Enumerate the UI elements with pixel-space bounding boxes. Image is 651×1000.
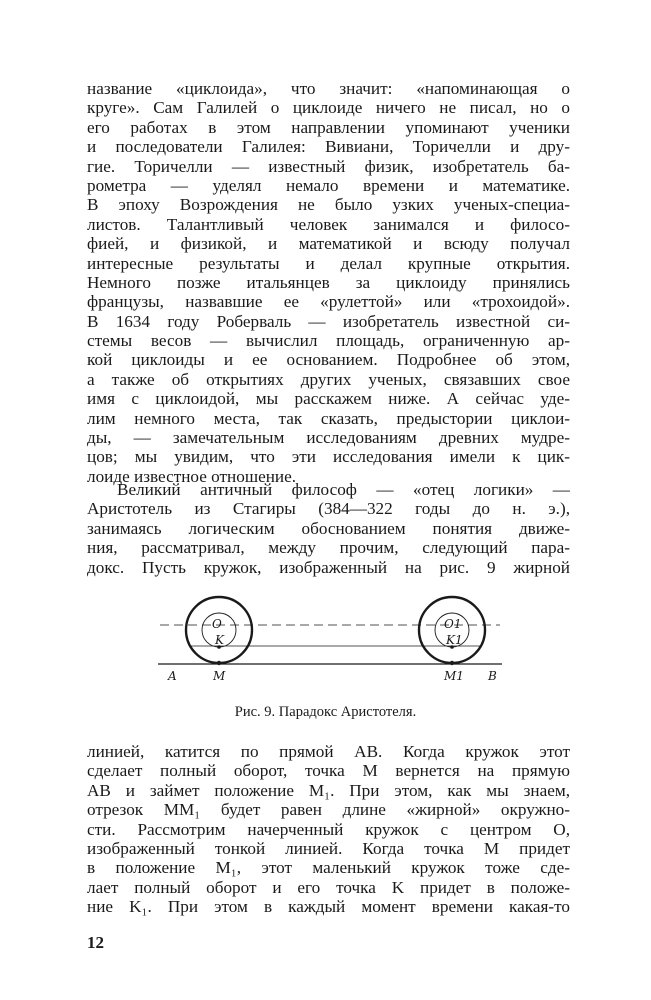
- label-k: K: [215, 633, 224, 647]
- label-m: M: [213, 669, 226, 683]
- text-line: линией, катится по прямой AB. Когда кружок этот: [87, 742, 570, 761]
- text-line: лает полный оборот и его точка K придет в положе-: [87, 877, 570, 897]
- text-line: занимаясь логическим обоснованием понятия движе-: [87, 518, 570, 538]
- label-o1: O1: [444, 617, 462, 631]
- text-line: AB и займет положение M₁. При этом, как мы знаем,: [87, 780, 570, 800]
- paragraph-aristotle: [87, 480, 570, 577]
- text-line: цов; мы увидим, что эти исследования имели к цик-: [87, 447, 570, 467]
- text-line: стемы весов — вычислил площадь, ограниченную ар-: [87, 331, 570, 351]
- page-number: 12: [87, 933, 104, 952]
- text-line: имя с циклоидой, мы расскажем ниже. А сейчас уде-: [87, 389, 570, 409]
- text-line: название «циклоида», что значит: «напоминающая о: [87, 79, 570, 98]
- point-m: [217, 661, 221, 665]
- text-line: В эпоху Возрождения не было узких ученых-специа-: [87, 195, 570, 215]
- text-line: и последователи Галилея: Вивиани, Торичелли и дру-: [87, 137, 570, 157]
- text-line: гие. Торичелли — известный физик, изобретатель ба-: [87, 156, 570, 176]
- label-a: A: [168, 669, 177, 683]
- text-line: кой циклоиды и ее основанием. Подробнее об этом,: [87, 350, 570, 370]
- point-m1: [450, 661, 454, 665]
- text-line: круге». Сам Галилей о циклоиде ничего не писал, но о: [87, 98, 570, 118]
- text-line: докс. Пусть кружок, изображенный на рис. 9 жирной: [87, 557, 570, 577]
- text-line: Аристотель из Стагиры (384—322 годы до н. э.),: [87, 499, 570, 519]
- text-line: отрезок MM₁ будет равен длине «жирной» окружно-: [87, 800, 570, 820]
- paragraph-continued: [87, 79, 570, 486]
- text-line: Немного позже итальянцев за циклоиду принялись: [87, 272, 570, 292]
- text-line: листов. Талантливый человек занимался и филосо-: [87, 214, 570, 234]
- text-line: сделает полный оборот, точка M вернется на прямую: [87, 761, 570, 781]
- label-o: O: [212, 617, 222, 631]
- text-line: в положение M₁, этот маленький кружок тоже сде-: [87, 858, 570, 878]
- text-line: ние K₁. При этом в каждый момент времени какая-то: [87, 897, 570, 917]
- text-line: лоиде известное отношение.: [87, 466, 297, 486]
- paragraph-explanation: [87, 742, 570, 917]
- figure-caption: Рис. 9. Парадокс Аристотеля.: [234, 704, 417, 720]
- label-m1: M1: [444, 669, 464, 683]
- label-b: B: [488, 669, 497, 683]
- text-line: лим немного места, так сказать, предыстории циклои-: [87, 408, 570, 428]
- text-line: его работах в этом направлении упоминают ученики: [87, 117, 570, 137]
- text-line: фией, и физикой, и математикой и всюду получал: [87, 234, 570, 254]
- aristotle-wheel-figure: [150, 588, 510, 688]
- text-line: В 1634 году Роберваль — изобретатель известной си-: [87, 311, 570, 331]
- text-line: Великий античный философ — «отец логики» —: [117, 480, 570, 499]
- text-line: а также об открытиях других ученых, связавших свое: [87, 369, 570, 389]
- text-line: изображенный тонкой линией. Когда точка M придет: [87, 838, 570, 858]
- text-line: рометра — уделял немало времени и математике.: [87, 175, 570, 195]
- text-line: ды, — замечательным исследованиям древних мудре-: [87, 428, 570, 448]
- text-line: сти. Рассмотрим начерченный кружок с центром O,: [87, 819, 570, 839]
- text-line: французы, назвавшие ее «рулеттой» или «трохоидой».: [87, 292, 570, 312]
- text-line: ния, рассматривал, между прочим, следующий пара-: [87, 538, 570, 558]
- text-line: интересные результаты и делал крупные открытия.: [87, 253, 570, 273]
- label-k1: K1: [446, 633, 463, 647]
